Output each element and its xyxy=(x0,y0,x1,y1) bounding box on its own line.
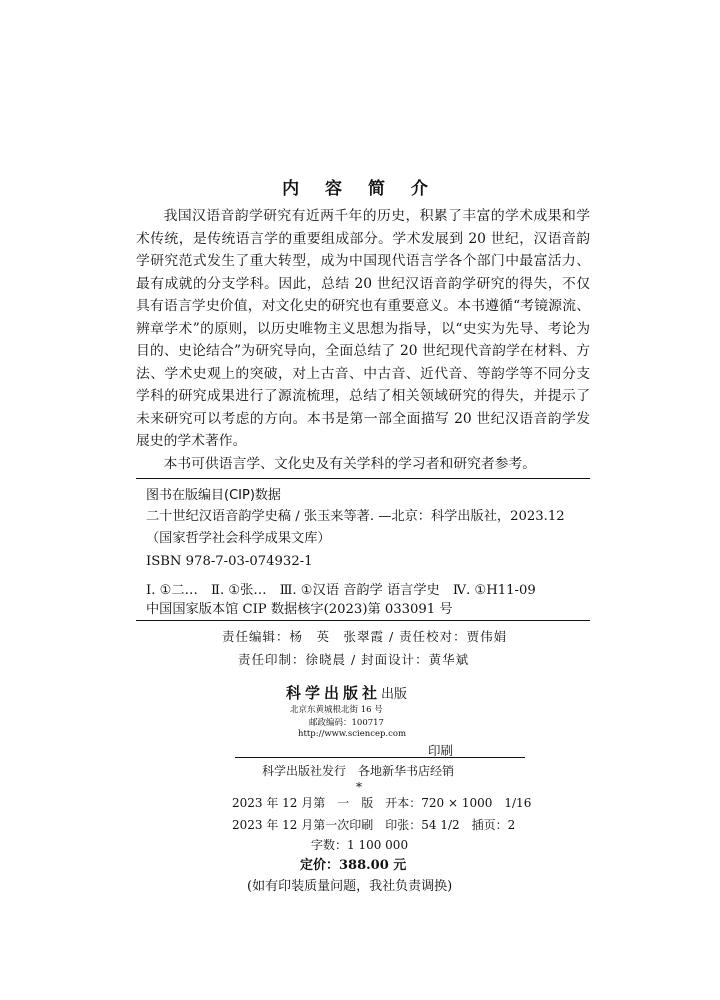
separator-star: * xyxy=(356,780,362,794)
intro-section xyxy=(136,205,590,475)
print-rule xyxy=(235,757,525,758)
page-title: 内 容 简 介 xyxy=(282,179,438,199)
intro-paragraph-1: 我国汉语音韵学研究有近两千年的历史，积累了丰富的学术成果和学术传统，是传统语言学的重要组成部分。学术发展到 20 世纪，汉语音韵学研究范式发生了重大转型，成为中国现代语言学各个部门中最富活力、最有成就的分支学科。因此，总结 20 世纪汉语音韵学研究的得失，不仅具有语言学史价值，对文化史的研究也有重要意义。本书遵循“考镜源流、辨章学术”的原则，以历史唯物主义思想为指导，以“史实为先导、考论为目的、史论结合”为研究导向，全面总结了 20 世纪现代音韵学在材料、方法、学术史观上的突破，对上古音、中古音、近代音、等韵学等不同分支学科的研究成果进行了源流梳理，总结了相关领域研究的得失，并提示了未来研究可以考虑的方向。本书是第一部全面描写 20 世纪汉语音韵学发展史的学术著作。 xyxy=(136,208,590,449)
credits-line-1: 责任编辑：杨 英 张翠霞 / 责任校对：贾伟娟 xyxy=(222,629,508,644)
quality-notice: (如有印装质量问题，我社负责调换) xyxy=(247,879,453,894)
cip-line-2: （国家哲学社会科学成果文库） xyxy=(146,531,331,546)
edition-line-1: 2023 年 12 月第 一 版 开本：720 × 1000 1/16 xyxy=(232,796,532,810)
publisher-postcode: 邮政编码：100717 xyxy=(309,718,384,728)
publisher-url: http://www.sciencep.com xyxy=(298,729,407,739)
intro-paragraph-2: 本书可供语言学、文化史及有关学科的学习者和研究者参考。 xyxy=(163,455,537,472)
cip-heading: 图书在版编目(CIP)数据 xyxy=(146,488,281,503)
publisher-address: 北京东黄城根北街 16 号 xyxy=(290,705,383,715)
cip-line-1: 二十世纪汉语音韵学史稿 / 张玉来等著. —北京：科学出版社，2023.12 xyxy=(146,509,565,524)
publisher-suffix: 出版 xyxy=(381,687,408,702)
cip-classification: Ⅰ. ①二… Ⅱ. ①张… Ⅲ. ①汉语 音韵学 语言学史 Ⅳ. ①H11-09 xyxy=(146,583,536,598)
cip-isbn: ISBN 978-7-03-074932-1 xyxy=(146,554,313,569)
cip-record: 中国国家版本馆 CIP 数据核字(2023)第 033091 号 xyxy=(146,602,453,617)
cip-top-rule xyxy=(136,478,590,479)
credits-line-2: 责任印制：徐晓晨 / 封面设计：黄华斌 xyxy=(238,652,470,667)
distribution-line: 科学出版社发行 各地新华书店经销 xyxy=(262,764,455,778)
publisher-line xyxy=(286,682,407,703)
edition-line-2: 2023 年 12 月第一次印刷 印张：54 1/2 插页：2 xyxy=(232,818,516,832)
print-label: 印刷 xyxy=(428,743,454,758)
price: 定价：388.00 元 xyxy=(300,858,407,873)
publisher-name: 科学出版社 xyxy=(286,684,382,702)
word-count: 字数：1 100 000 xyxy=(311,838,409,852)
cip-bottom-rule xyxy=(136,620,590,621)
